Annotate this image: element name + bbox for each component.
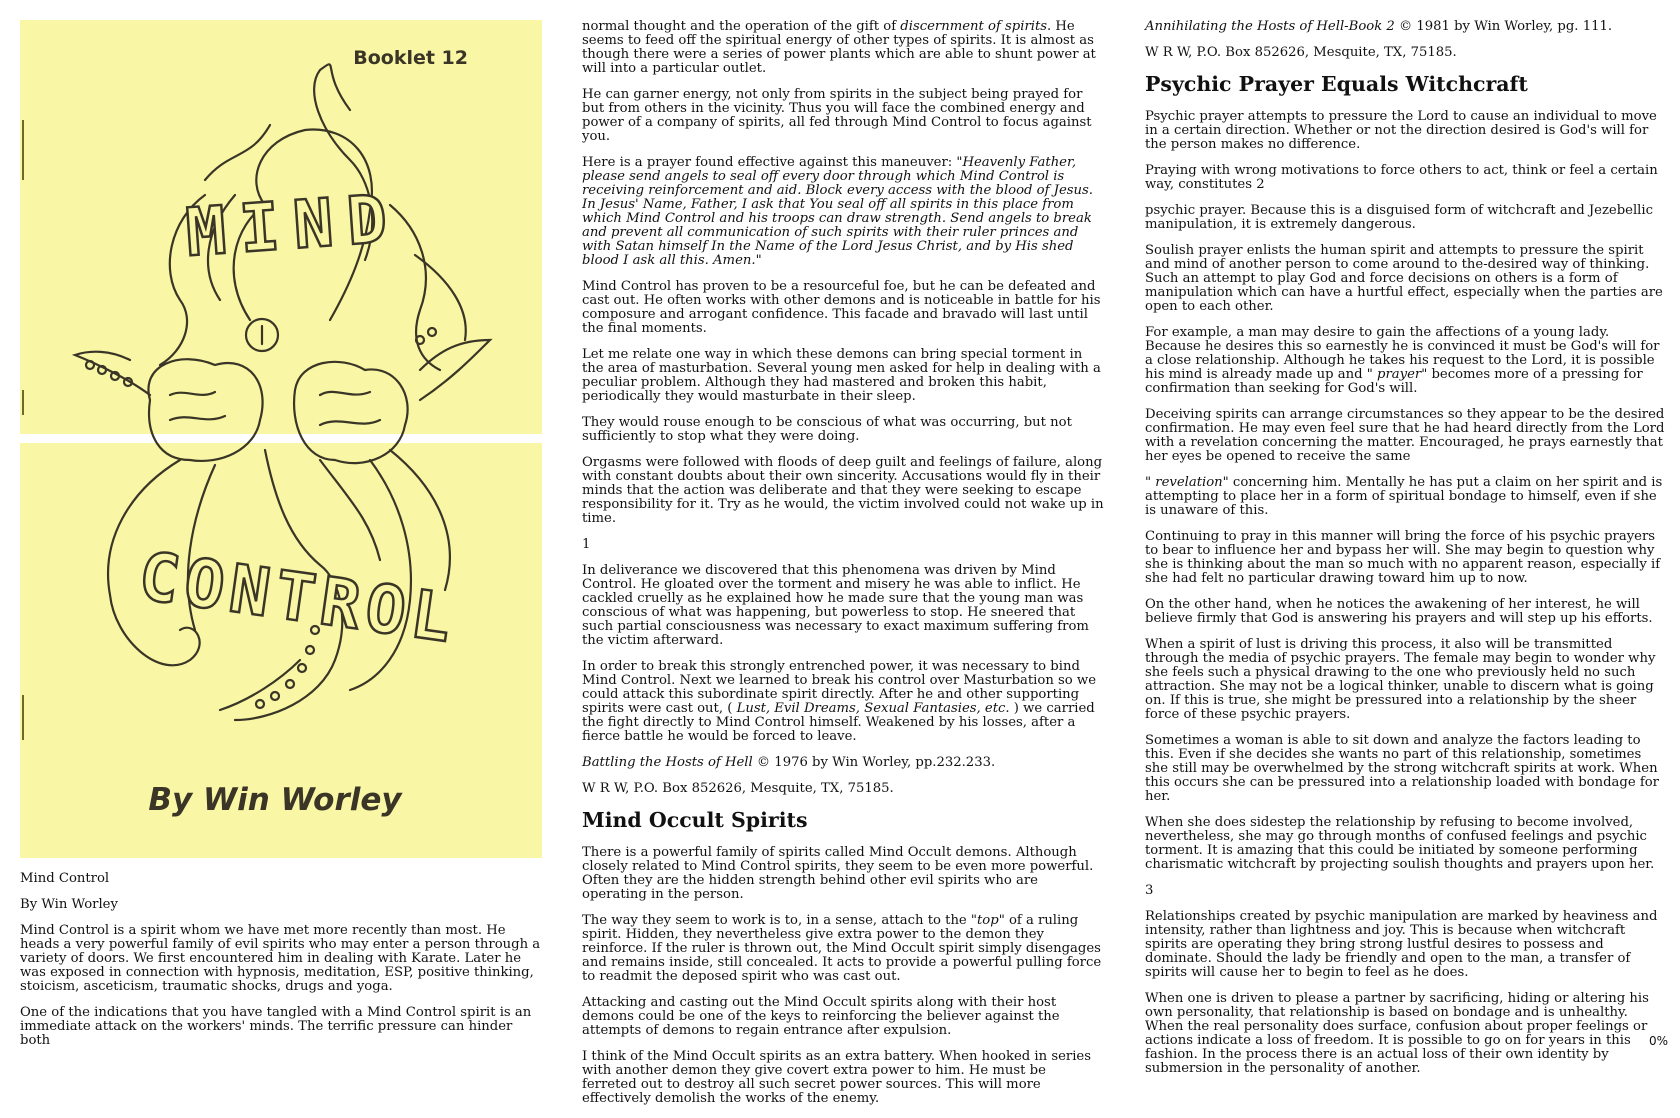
reading-progress-indicator: 0% [1648, 1034, 1668, 1048]
paragraph: In order to break this strongly entrenched power, it was necessary to bind Mind Control. Next we learned to break his control over Masturbation so we could attack this subordinate spirit directly. After he and other supporting spirits were cast out, ( Lust, Evil Dreams, Sexual Fantasies, etc. ) we carried the fight directly to Mind Control himself. Weakened by his losses, after a fierce battle he would be forced to leave. [582, 659, 1097, 744]
paragraph: Orgasms were followed with floods of deep guilt and feelings of failure, along with constant doubts about their own sincerity. Accusations would fly in their minds that the action was deliberate and that they were seeking to escape responsibility for it. Try as he would, the victim involved could not wake up in time. [582, 455, 1104, 526]
paragraph: One of the indications that you have tangled with a Mind Control spirit is an immediate attack on the workers' minds. The terrific pressure can hinder both [20, 1005, 532, 1048]
paragraph: Praying with wrong motivations to force others to act, think or feel a certain way, constitutes 2 [1145, 163, 1658, 192]
address: W R W, P.O. Box 852626, Mesquite, TX, 75185. [1145, 45, 1457, 60]
paragraph: Mind Control has proven to be a resourceful foe, but he can be defeated and cast out. He often works with other demons and is noticeable in battle for his composure and arrogant confidence. This facade and bravado will last until the final moments. [582, 279, 1101, 336]
scan-seam [20, 434, 542, 443]
cover-booklet-label: Booklet 12 [353, 47, 468, 69]
citation: Annihilating the Hosts of Hell-Book 2 © 1981 by Win Worley, pg. 111. [1145, 19, 1613, 34]
paragraph: When one is driven to please a partner by sacrificing, hiding or altering his own personality, that relationship is based on bondage and is unhealthy. When the real personality does surface, confusion about proper feelings or actions indicate a loss of freedom. It is possible to go on for years in this fashion. In the process there is an actual loss of their own identity by submersion in the personality of another. [1145, 991, 1649, 1076]
cover-byline: By Win Worley [148, 782, 402, 818]
paragraph: Continuing to pray in this manner will bring the force of his psychic prayers to bear to influence her and bypass her will. She may begin to question why she is thinking about the man so much with no apparent reason, especially if she had felt no particular drawing toward him up to now. [1145, 529, 1661, 586]
paragraph: Attacking and casting out the Mind Occult spirits along with their host demons could be one of the keys to reinforcing the believer against the attempts of demons to regain entrance after expulsion. [582, 995, 1060, 1038]
column-3 [1145, 20, 1667, 1088]
paragraph: The way they seem to work is to, in a sense, attach to the "top" of a ruling spirit. Hidden, they nevertheless give extra power to the demon they reinforce. If the ruler is thrown out, the Mind Occult spirit simply disengages and remains inside, still concealed. It acts to provide a powerful pulling force to readmit the deposed spirit who was cast out. [582, 913, 1102, 984]
prayer-paragraph: Here is a prayer found effective against this maneuver: "Heavenly Father, please send angels to seal off every door through which Mind Control is receiving reinforcement and aid. Block every access with the blood of Jesus. In Jesus' Name, Father, I ask that You seal off all spirits in this place from which Mind Control and his troops can draw strength. Send angels to break and prevent all communication of such spirits with their ruler princes and with Satan himself In the Name of the Lord Jesus Christ, and by His shed blood I ask all this. Amen." [582, 155, 1093, 268]
paragraph: Relationships created by psychic manipulation are marked by heaviness and intensity, rather than lightness and joy. This is because when witchcraft spirits are operating they bring strong lustful desires to possess and dominate. Should the lady be friendly and open to the man, a transfer of spirits will cause her to begin to feel as he does. [1145, 909, 1658, 980]
paragraph: When a spirit of lust is driving this process, it also will be transmitted through the media of psychic prayers. The female may begin to wonder why she feels such a physical drawing to the one who previously held no such attraction. She may not be a logical thinker, unable to discern what is going on. If this is true, she might be pressured into a relationship by the sheer force of these psychic prayers. [1145, 637, 1656, 722]
paragraph: There is a powerful family of spirits called Mind Occult demons. Although closely related to Mind Control spirits, they seem to be even more powerful. Often they are the hidden strength behind other evil spirits who are operating in the person. [582, 845, 1094, 902]
paragraph: normal thought and the operation of the gift of discernment of spirits. He seems to feed off the spiritual energy of other types of spirits. It is almost as though there were a series of power plants which are able to shunt power at will into a particular outlet. [582, 19, 1096, 76]
paragraph: In deliverance we discovered that this phenomena was driven by Mind Control. He gloated over the torment and misery he was able to inflict. He cackled cruelly as he explained how he made sure that the young man was conscious of what was happening, but powerless to stop. He sneered that such partial consciousness was necessary to exact maximum suffering from the victim afterward. [582, 563, 1089, 648]
paragraph: Psychic prayer attempts to pressure the Lord to cause an individual to move in a certain direction. Whether or not the direction desired is God's will for the person makes no difference. [1145, 109, 1657, 152]
booklet-cover-image [20, 20, 542, 858]
cover-title-bottom: CONTROL [134, 537, 463, 659]
paragraph: Deceiving spirits can arrange circumstances so they appear to be the desired confirmation. He may even feel sure that he had heard directly from the Lord with a revelation concerning the matter. Encouraged, he prays earnestly that her eyes be opened to receive the same [1145, 407, 1665, 464]
column-1 [20, 0, 542, 1060]
address: W R W, P.O. Box 852626, Mesquite, TX, 75185. [582, 781, 894, 796]
citation: Battling the Hosts of Hell © 1976 by Win Worley, pp.232.233. [582, 755, 996, 770]
paragraph: Let me relate one way in which these demons can bring special torment in the area of masturbation. Several young men asked for help in dealing with a peculiar problem. Although they had mastered and broken this habit, periodically they would masturbate in their sleep. [582, 347, 1101, 404]
paragraph: " revelation" concerning him. Mentally he has put a claim on her spirit and is attempting to place her in a form of spiritual bondage to himself, even if she is unaware of this. [1145, 475, 1663, 518]
section-heading: Psychic Prayer Equals Witchcraft [1145, 72, 1528, 96]
paragraph: Mind Control is a spirit whom we have met more recently than most. He heads a very powerful family of evil spirits who may enter a person through a variety of doors. We first encountered him in dealing with Karate. Later he was exposed in connection with hypnosis, meditation, ESP, positive thinking, stoicism, asceticism, traumatic shocks, drugs and yoga. [20, 923, 541, 994]
paragraph: Soulish prayer enlists the human spirit and attempts to pressure the spirit and mind of another person to come around to the-desired way of thinking. Such an attempt to play God and force decisions on others is a form of manipulation which can have a hurtful effect, especially when the parties are open to each other. [1145, 243, 1663, 314]
cover-title-top: MIND [183, 179, 404, 272]
paragraph: He can garner energy, not only from spirits in the subject being prayed for but from others in the vicinity. Thus you will face the combined energy and power of a company of spirits, all fed through Mind Control to focus against you. [582, 87, 1092, 144]
page-number: 3 [1145, 883, 1154, 898]
column-2 [582, 20, 1104, 1118]
paragraph: On the other hand, when he notices the awakening of her interest, he will believe firmly that God is answering his prayers and will step up his efforts. [1145, 597, 1653, 626]
paragraph: When she does sidestep the relationship by refusing to become involved, nevertheless, she may go through months of confused feelings and psychic torment. It is amazing that this could be initiated by someone performing charismatic witchcraft by projecting soulish thoughts and prayers upon her. [1145, 815, 1655, 872]
paragraph: I think of the Mind Occult spirits as an extra battery. When hooked in series with another demon they give covert extra power to him. He must be ferreted out to destroy all such secret power sources. This will more effectively demolish the works of the enemy. [582, 1049, 1091, 1106]
paragraph: psychic prayer. Because this is a disguised form of witchcraft and Jezebellic manipulation, it is extremely dangerous. [1145, 203, 1653, 232]
paragraph: For example, a man may desire to gain the affections of a young lady. Because he desires this so earnestly he is convinced it must be God's will for a close relationship. Although he takes his request to the Lord, it is possible his mind is already made up and " prayer" becomes more of a pressing for confirmation than seeking for God's will. [1145, 325, 1660, 396]
cover-illustration [20, 20, 542, 858]
page-number: 1 [582, 537, 591, 552]
paragraph: They would rouse enough to be conscious of what was occurring, but not sufficiently to stop what they were doing. [582, 415, 1072, 444]
paragraph: Sometimes a woman is able to sit down and analyze the factors leading to this. Even if she decides she wants no part of this relationship, sometimes she still may be overwhelmed by the strong witchcraft spirits at work. When this occurs she can be pressured into a relationship loaded with bondage for her. [1145, 733, 1659, 804]
document-author: By Win Worley [20, 897, 118, 912]
section-heading: Mind Occult Spirits [582, 808, 808, 832]
document-title: Mind Control [20, 871, 110, 886]
